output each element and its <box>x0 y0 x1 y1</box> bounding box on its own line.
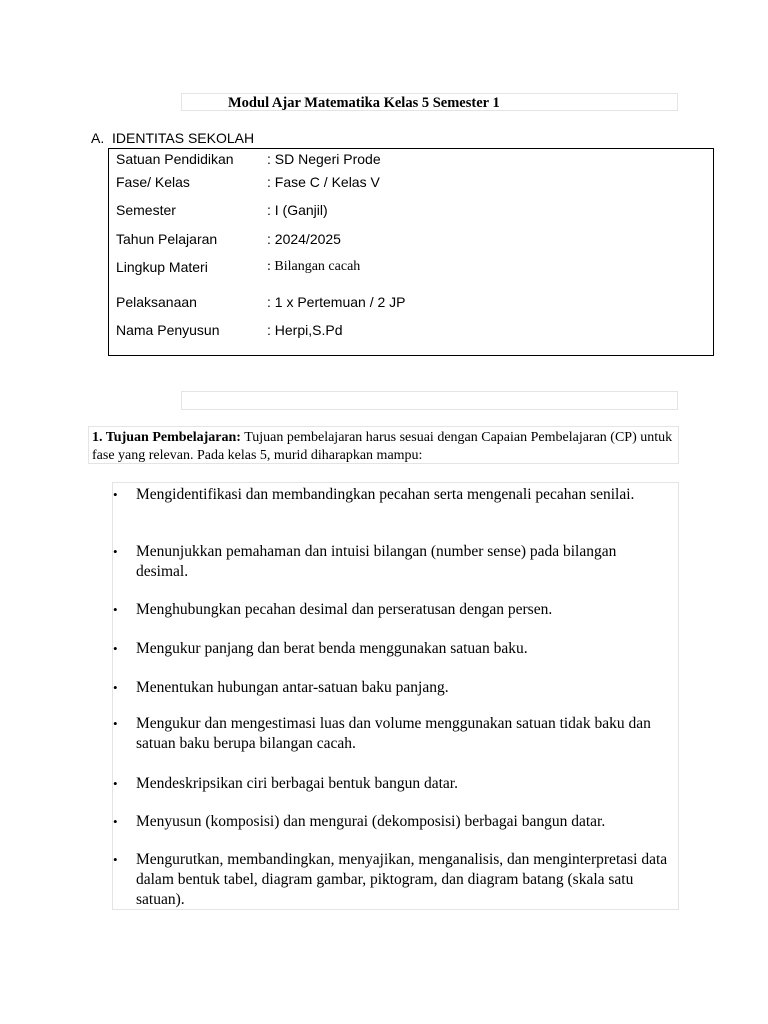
list-item-text: Mengurutkan, membandingkan, menyajikan, menganalisis, dan menginterpretasi data dalam bentuk tabel, diagram gambar, piktogram, dan diagram batang (skala satu satuan). <box>136 851 668 908</box>
identity-label: Lingkup Materi <box>116 259 208 275</box>
list-item-text: Menunjukkan pemahaman dan intuisi bilangan (number sense) pada bilangan desimal. <box>136 543 617 580</box>
identity-value: : I (Ganjil) <box>267 202 328 218</box>
objectives-intro <box>88 426 679 464</box>
section-a-heading <box>91 130 254 146</box>
identity-value: : Bilangan cacah <box>267 259 361 274</box>
bullet-icon: • <box>113 814 118 829</box>
list-item-text: Mendeskripsikan ciri berbagai bentuk bangun datar. <box>136 775 458 792</box>
bullet-icon: • <box>113 641 118 656</box>
list-item-text: Mengukur dan mengestimasi luas dan volume menggunakan satuan tidak baku dan satuan baku berupa bilangan cacah. <box>136 715 651 752</box>
section-a-marker: A. <box>91 130 105 146</box>
objectives-heading: 1. Tujuan Pembelajaran: <box>92 430 241 445</box>
identity-value: : Herpi,S.Pd <box>267 322 343 338</box>
list-item-text: Mengidentifikasi dan membandingkan pecahan serta mengenali pecahan senilai. <box>136 486 635 503</box>
bullet-icon: • <box>113 487 118 502</box>
list-item-text: Menentukan hubungan antar-satuan baku panjang. <box>136 679 449 696</box>
empty-text-box <box>181 391 678 410</box>
bullet-icon: • <box>113 544 118 559</box>
bullet-icon: • <box>113 680 118 695</box>
identity-label: Satuan Pendidikan <box>116 151 234 167</box>
identity-label: Pelaksanaan <box>116 294 197 310</box>
list-item-text: Mengukur panjang dan berat benda menggunakan satuan baku. <box>136 640 528 657</box>
identity-label: Nama Penyusun <box>116 322 220 338</box>
list-item-text: Menyusun (komposisi) dan mengurai (dekomposisi) berbagai bangun datar. <box>136 813 606 830</box>
section-a-title: IDENTITAS SEKOLAH <box>112 130 255 146</box>
identity-table <box>108 148 714 356</box>
bullet-icon: • <box>113 852 118 867</box>
bullet-icon: • <box>113 602 118 617</box>
title-box <box>181 93 678 111</box>
identity-value: : Fase C / Kelas V <box>267 174 380 190</box>
document-title: Modul Ajar Matematika Kelas 5 Semester 1 <box>228 95 500 111</box>
identity-label: Fase/ Kelas <box>116 174 190 190</box>
bullet-icon: • <box>113 716 118 731</box>
identity-value: : 1 x Pertemuan / 2 JP <box>267 294 406 310</box>
identity-value: : 2024/2025 <box>267 231 341 247</box>
list-item-text: Menghubungkan pecahan desimal dan perseratusan dengan persen. <box>136 601 553 618</box>
objectives-list <box>112 482 679 910</box>
identity-value: : SD Negeri Prode <box>267 151 381 167</box>
bullet-icon: • <box>113 776 118 791</box>
identity-label: Semester <box>116 202 176 218</box>
objectives-intro-text: Tujuan pembelajaran harus sesuai dengan Capaian Pembelajaran (CP) untuk fase yang relevan. Pada kelas 5, murid diharapkan mampu: <box>92 430 673 463</box>
identity-label: Tahun Pelajaran <box>116 231 218 247</box>
